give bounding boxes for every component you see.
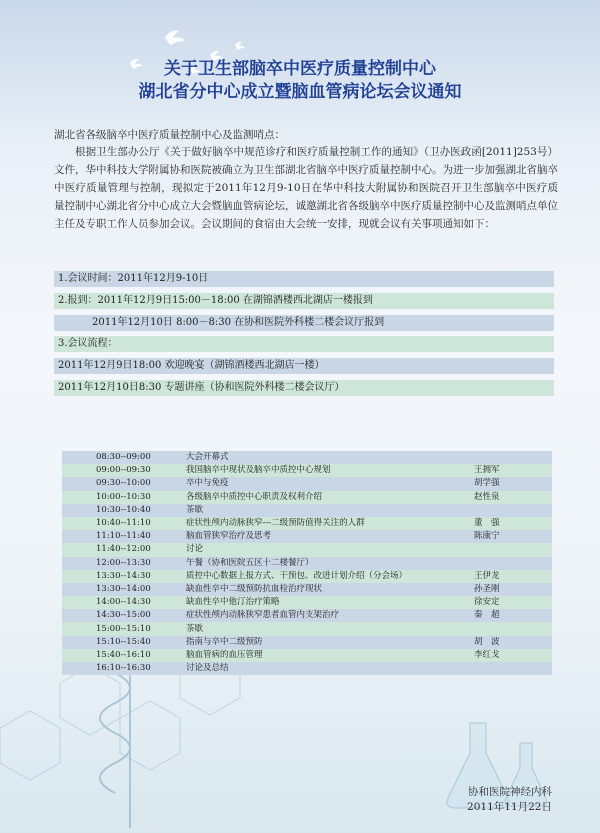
schedule-time: 13:30--14:00 <box>62 583 186 596</box>
table-row <box>62 583 552 596</box>
schedule-topic: 讨论 <box>186 543 474 556</box>
schedule-time: 11:10--11:40 <box>62 530 186 543</box>
title-line-1: 关于卫生部脑卒中医疗质量控制中心 <box>164 59 436 79</box>
schedule-time: 10:00--10:30 <box>62 491 186 504</box>
schedule-time: 14:30--15:00 <box>62 609 186 622</box>
hexagon-pattern <box>60 666 120 735</box>
info-row: 2011年12月9日18:00 欢迎晚宴（湖锦酒楼西北湖店一楼） <box>54 358 554 374</box>
schedule-topic: 各级脑卒中质控中心职责及权利介绍 <box>186 491 474 504</box>
schedule-time: 08:30--09:00 <box>62 451 186 464</box>
schedule-topic: 茶歇 <box>186 622 474 635</box>
info-row: 3.会议流程： <box>54 336 554 352</box>
schedule-topic: 指南与卒中二级预防 <box>186 636 474 649</box>
table-row <box>62 464 552 477</box>
schedule-speaker: 王伊龙 <box>474 570 552 583</box>
schedule-speaker: 陈康宁 <box>474 530 552 543</box>
signature-org: 协和医院神经内科 <box>468 786 552 798</box>
salutation: 湖北省各级脑卒中医疗质量控制中心及监测哨点： <box>54 129 285 141</box>
schedule-topic: 大会开幕式 <box>186 451 474 464</box>
schedule-speaker <box>474 504 552 517</box>
table-row <box>62 530 552 543</box>
table-row <box>62 557 552 570</box>
schedule-time: 15:40--16:10 <box>62 649 186 662</box>
table-row <box>62 543 552 556</box>
schedule-time: 11:40--12:00 <box>62 543 186 556</box>
signature-date: 2011年11月22日 <box>467 801 552 813</box>
table-row <box>62 491 552 504</box>
schedule-time: 16:10--16:30 <box>62 662 186 675</box>
signature <box>467 785 552 815</box>
info-row: 2011年12月10日 8:00－8:30 在协和医院外科楼二楼会议厅报到 <box>54 315 554 331</box>
schedule-topic: 茶歇 <box>186 504 474 517</box>
schedule-time: 13:30--14:30 <box>62 570 186 583</box>
schedule-topic: 脑血管病的血压管理 <box>186 649 474 662</box>
intro-paragraph: 根据卫生部办公厅《关于做好脑卒中规范诊疗和医疗质量控制工作的通知》（卫办医政函[2011]253号）文件，华中科技大学附属协和医院被确立为卫生部湖北省脑卒中医疗质量控制中心。为进一步加强湖北省脑卒中医疗质量管理与控制，现拟定于2011年12月9-10日在华中科技大附属协和医院召开卫生部脑卒中医疗质量控制中心湖北省分中心成立大会暨脑血管病论坛，诚邀湖北省各级脑卒中医疗质量控制中心及监测哨点单位主任及专职工作人员参加会议。会议期间的食宿由大会统一安排，现就会议有关事项通知如下： <box>54 146 558 230</box>
table-row <box>62 662 552 675</box>
schedule-time: 15:10--15:40 <box>62 636 186 649</box>
schedule-time: 15:00--15:10 <box>62 622 186 635</box>
schedule-speaker <box>474 451 552 464</box>
schedule-speaker <box>474 557 552 570</box>
info-row: 2.报到：2011年12月9日15:00－18:00 在湖锦酒楼西北湖店一楼报到 <box>54 293 554 309</box>
schedule-topic: 缺血性卒中二级预防抗血栓治疗现状 <box>186 583 474 596</box>
schedule-time: 12:00--13:30 <box>62 557 186 570</box>
schedule-time: 10:40--11:10 <box>62 517 186 530</box>
schedule-speaker: 王拥军 <box>474 464 552 477</box>
schedule-time: 10:30--10:40 <box>62 504 186 517</box>
schedule-topic: 卒中与免疫 <box>186 477 474 490</box>
schedule-speaker: 赵性泉 <box>474 491 552 504</box>
table-row <box>62 622 552 635</box>
schedule-speaker: 孙圣刚 <box>474 583 552 596</box>
schedule-time: 09:00--09:30 <box>62 464 186 477</box>
schedule-topic: 质控中心数据上报方式、干预包、改进计划介绍（分会场） <box>186 570 474 583</box>
schedule-topic: 症状性颅内动脉狭窄患者血管内支架治疗 <box>186 609 474 622</box>
schedule-table <box>62 451 552 675</box>
schedule-topic: 症状性颅内动脉狭窄---二级预防值得关注的人群 <box>186 517 474 530</box>
table-row <box>62 517 552 530</box>
schedule-speaker <box>474 622 552 635</box>
table-row <box>62 477 552 490</box>
table-row <box>62 451 552 464</box>
schedule-topic: 我国脑卒中现状及脑卒中质控中心规划 <box>186 464 474 477</box>
schedule-speaker <box>474 543 552 556</box>
table-row <box>62 570 552 583</box>
page-title <box>0 58 600 104</box>
schedule-speaker: 秦 超 <box>474 609 552 622</box>
schedule-time: 09:30--10:00 <box>62 477 186 490</box>
table-row <box>62 609 552 622</box>
schedule-speaker: 徐安定 <box>474 596 552 609</box>
schedule-topic: 缺血性卒中他汀治疗策略 <box>186 596 474 609</box>
schedule-time: 14:00--14:30 <box>62 596 186 609</box>
schedule-topic: 讨论及总结 <box>186 662 474 675</box>
title-line-2: 湖北省分中心成立暨脑血管病论坛会议通知 <box>138 82 462 102</box>
schedule-speaker: 胡 波 <box>474 636 552 649</box>
table-row <box>62 636 552 649</box>
schedule-speaker: 胡学强 <box>474 477 552 490</box>
info-row: 1.会议时间：2011年12月9-10日 <box>54 271 554 287</box>
schedule-speaker: 董 强 <box>474 517 552 530</box>
schedule-speaker <box>474 662 552 675</box>
table-row <box>62 596 552 609</box>
schedule-topic: 午餐（协和医院五区十二楼餐厅） <box>186 557 474 570</box>
table-row <box>62 504 552 517</box>
info-row: 2011年12月10日8:30 专题讲座（协和医院外科楼二楼会议厅） <box>54 380 554 396</box>
table-row <box>62 649 552 662</box>
schedule-topic: 脑血管狭窄治疗及思考 <box>186 530 474 543</box>
schedule-speaker: 李红戈 <box>474 649 552 662</box>
